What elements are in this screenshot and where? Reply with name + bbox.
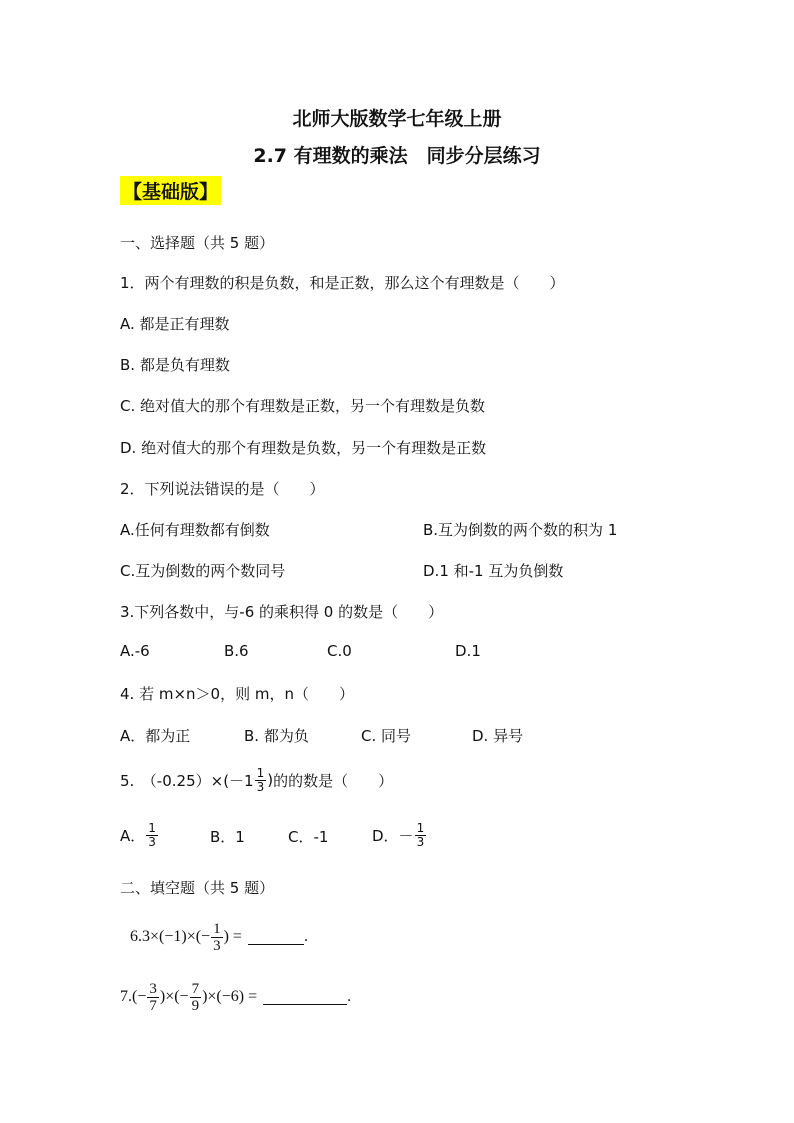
question-5-fraction bbox=[255, 767, 267, 794]
option-d-label: D．－ bbox=[372, 826, 414, 845]
document-title: 北师大版数学七年级上册 bbox=[292, 108, 502, 130]
question-5-paren-expr: (－1 bbox=[223, 771, 254, 790]
question-7-fraction-1 bbox=[147, 981, 159, 1014]
question-7-prefix: 7.(− bbox=[120, 988, 147, 1005]
question-1-option-c: C. 绝对值大的那个有理数是正数，另一个有理数是负数 bbox=[120, 397, 486, 415]
question-4-stem: 4. 若 m×n＞0，则 m，n（ ） bbox=[120, 685, 354, 703]
fraction-numerator: 7 bbox=[191, 980, 200, 997]
fraction-denominator: 7 bbox=[149, 997, 157, 1014]
question-5-suffix: 的的数是（ ） bbox=[273, 771, 394, 790]
question-5-stem bbox=[120, 764, 393, 796]
question-6-fraction bbox=[211, 921, 223, 954]
fraction-denominator: 3 bbox=[256, 779, 265, 794]
document-subtitle: 2.7 有理数的乘法 同步分层练习 bbox=[253, 145, 541, 167]
option-d-fraction bbox=[415, 822, 427, 849]
section-heading-fill: 二、填空题（共 5 题） bbox=[120, 879, 275, 897]
fraction-numerator: 1 bbox=[213, 920, 221, 937]
fraction-denominator: 3 bbox=[213, 937, 221, 954]
question-3-stem: 3.下列各数中，与-6 的乘积得 0 的数是（ ） bbox=[120, 603, 444, 621]
fraction-denominator: 9 bbox=[191, 997, 200, 1014]
question-2-option-d: D.1 和-1 互为负倒数 bbox=[423, 562, 564, 580]
question-1-stem: 1．两个有理数的积是负数，和是正数，那么这个有理数是（ ） bbox=[120, 274, 565, 292]
question-2-stem: 2．下列说法错误的是（ ） bbox=[120, 480, 325, 498]
question-7-mid-2: )×(−6) = bbox=[202, 988, 258, 1005]
question-7-end: . bbox=[347, 988, 352, 1005]
fraction-numerator: 3 bbox=[149, 980, 157, 997]
section-heading-choice: 一、选择题（共 5 题） bbox=[120, 234, 275, 252]
question-5-option-d bbox=[372, 819, 427, 851]
fraction-denominator: 3 bbox=[416, 834, 425, 849]
question-6-suffix: ) = bbox=[223, 928, 242, 945]
option-a-fraction bbox=[146, 822, 158, 849]
question-1-option-b: B. 都是负有理数 bbox=[120, 356, 230, 374]
question-7-answer-blank[interactable] bbox=[263, 990, 347, 1005]
question-3-option-b: B.6 bbox=[224, 642, 249, 660]
question-4-option-c: C. 同号 bbox=[361, 727, 412, 745]
question-3-option-c: C.0 bbox=[327, 642, 352, 660]
fraction-numerator: 1 bbox=[256, 765, 265, 780]
question-6-prefix: 6.3×(−1)×(− bbox=[130, 928, 211, 945]
question-3-option-d: D.1 bbox=[455, 642, 481, 660]
question-6-answer-blank[interactable] bbox=[248, 930, 304, 945]
question-1-option-a: A. 都是正有理数 bbox=[120, 315, 230, 333]
question-7 bbox=[120, 975, 351, 1019]
question-6 bbox=[130, 917, 308, 957]
question-4-option-d: D. 异号 bbox=[472, 727, 524, 745]
question-2-option-a: A.任何有理数都有倒数 bbox=[120, 521, 270, 539]
question-2-option-c: C.互为倒数的两个数同号 bbox=[120, 562, 286, 580]
question-6-end: . bbox=[303, 928, 308, 945]
fraction-denominator: 3 bbox=[148, 834, 156, 849]
question-7-mid-1: )×(− bbox=[159, 988, 189, 1005]
question-3-option-a: A.-6 bbox=[120, 642, 150, 660]
question-5-prefix: 5. （-0.25）× bbox=[120, 771, 224, 790]
question-1-option-d: D. 绝对值大的那个有理数是负数，另一个有理数是正数 bbox=[120, 439, 487, 457]
question-5-option-a bbox=[120, 819, 159, 851]
question-5-paren-close: ) bbox=[267, 771, 274, 789]
question-5-option-c: C．-1 bbox=[288, 828, 329, 846]
question-4-option-a: A．都为正 bbox=[120, 727, 191, 745]
question-7-fraction-2 bbox=[190, 981, 202, 1014]
fraction-numerator: 1 bbox=[148, 820, 156, 835]
question-5-option-b: B．1 bbox=[210, 828, 245, 846]
question-2-option-b: B.互为倒数的两个数的积为 1 bbox=[423, 521, 618, 539]
fraction-numerator: 1 bbox=[416, 820, 425, 835]
question-4-option-b: B. 都为负 bbox=[244, 727, 309, 745]
level-badge: 【基础版】 bbox=[120, 176, 221, 205]
option-a-label: A． bbox=[120, 826, 146, 845]
